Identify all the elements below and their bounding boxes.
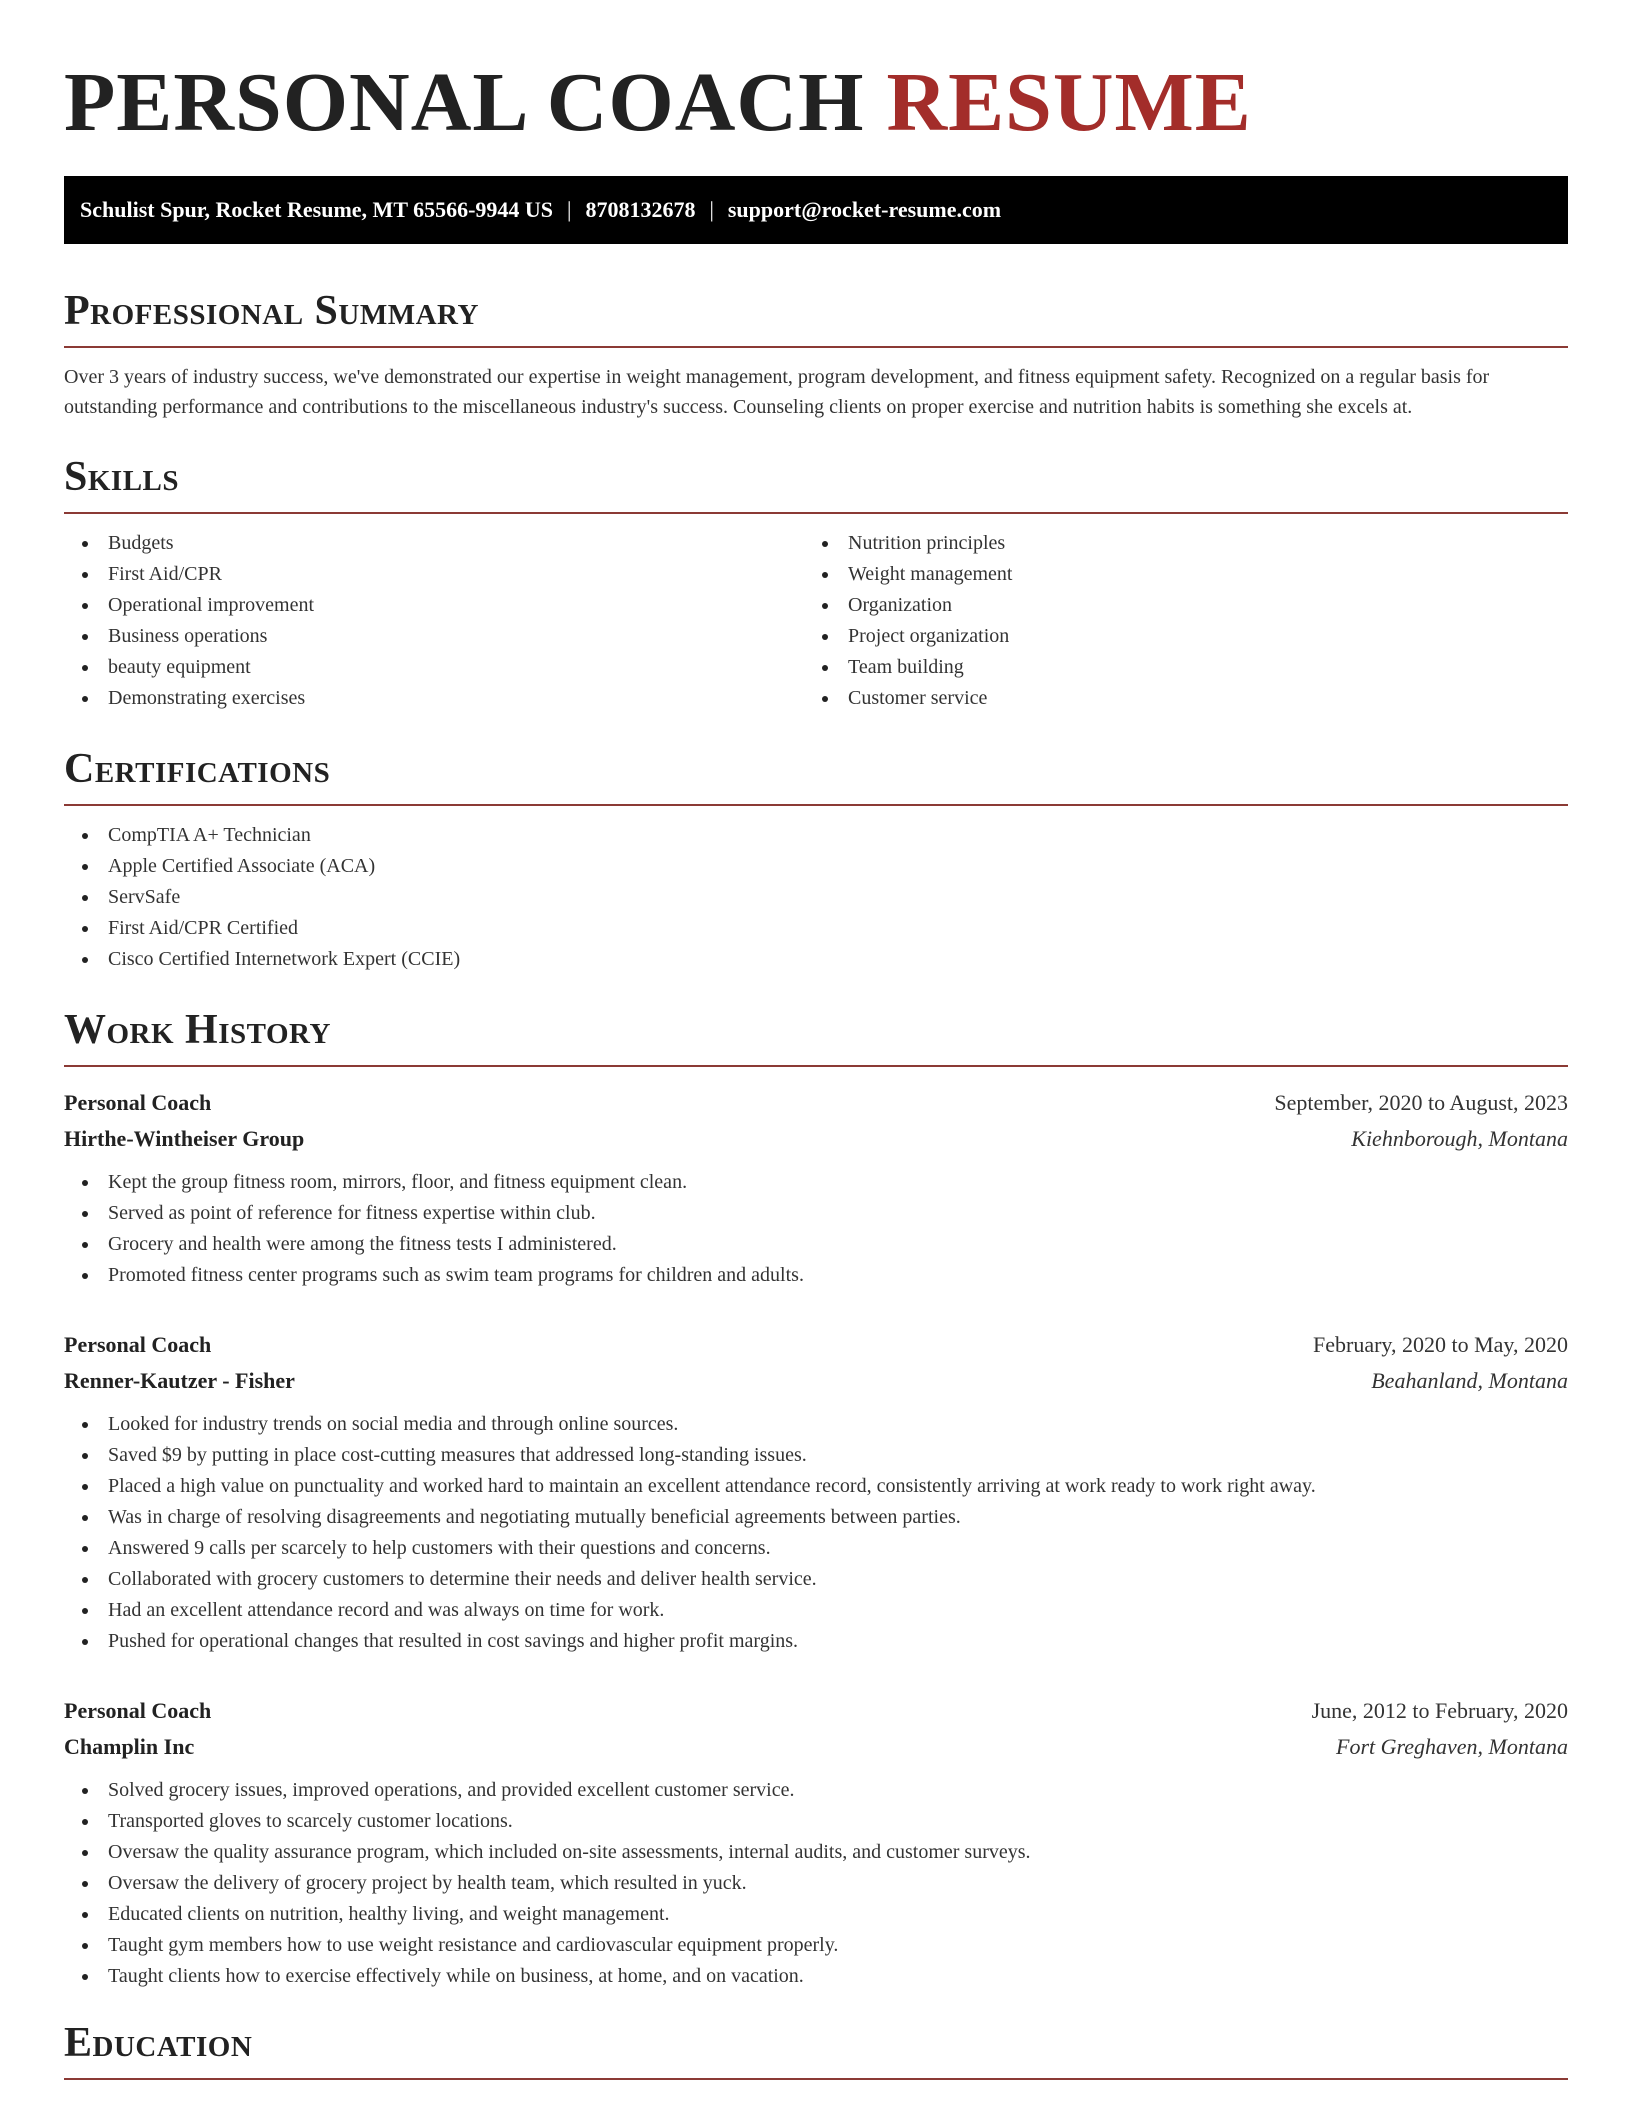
job-entry (64, 1085, 1568, 1291)
job-title: Personal Coach (64, 1090, 212, 1115)
job-location: Fort Greghaven, Montana (1336, 1734, 1568, 1759)
job-company: Hirthe-Wintheiser Group (64, 1126, 305, 1151)
job-company-row (64, 1363, 1568, 1399)
list-item: Placed a high value on punctuality and worked hard to maintain an excellent attendance record, consistently arriving at work ready to work right away. (64, 1471, 1568, 1502)
job-title: Personal Coach (64, 1332, 212, 1357)
list-item: First Aid/CPR (64, 559, 804, 590)
certifications-heading: Certifications (64, 744, 1568, 806)
list-item: Was in charge of resolving disagreements and negotiating mutually beneficial agreements between parties. (64, 1502, 1568, 1533)
job-header-row (64, 1327, 1568, 1363)
list-item: Promoted fitness center programs such as swim team programs for children and adults. (64, 1260, 1568, 1291)
resume-page (64, 0, 1568, 2080)
job-bullets (64, 1775, 1568, 1992)
list-item: Demonstrating exercises (64, 683, 804, 714)
list-item: Operational improvement (64, 590, 804, 621)
job-company: Renner-Kautzer - Fisher (64, 1368, 295, 1393)
contact-bar (64, 176, 1568, 244)
list-item: Budgets (64, 528, 804, 559)
list-item: Saved $9 by putting in place cost-cutting measures that addressed long-standing issues. (64, 1440, 1568, 1471)
summary-text: Over 3 years of industry success, we've demonstrated our expertise in weight management, program development, and fitness equipment safety. Recognized on a regular basis for outstanding performance and contributions to the miscellaneous industry's success. Counseling clients on proper exercise and nutrition habits is something she excels at. (64, 366, 1490, 418)
job-entry (64, 1693, 1568, 1992)
title-accent: RESUME (886, 56, 1252, 149)
list-item: Served as point of reference for fitness expertise within club. (64, 1198, 1568, 1229)
education-heading: Education (64, 2018, 1568, 2080)
job-entry (64, 1327, 1568, 1657)
certifications-section (64, 744, 1568, 975)
job-company: Champlin Inc (64, 1734, 195, 1759)
job-company-row (64, 1729, 1568, 1765)
list-item: beauty equipment (64, 652, 804, 683)
jobs-list (64, 1085, 1568, 1992)
list-item: Grocery and health were among the fitness tests I administered. (64, 1229, 1568, 1260)
job-company-row (64, 1121, 1568, 1157)
summary-section (64, 286, 1568, 422)
skills-list-left (64, 528, 804, 714)
job-dates: September, 2020 to August, 2023 (1274, 1090, 1568, 1115)
list-item: CompTIA A+ Technician (64, 820, 1568, 851)
contact-address: Schulist Spur, Rocket Resume, MT 65566-9944 US (80, 197, 554, 222)
list-item: Oversaw the quality assurance program, which included on-site assessments, internal audits, and customer surveys. (64, 1837, 1568, 1868)
job-title: Personal Coach (64, 1698, 212, 1723)
job-location: Kiehnborough, Montana (1351, 1126, 1568, 1151)
list-item: Team building (804, 652, 1544, 683)
job-dates: February, 2020 to May, 2020 (1313, 1332, 1568, 1357)
list-item: Apple Certified Associate (ACA) (64, 851, 1568, 882)
job-location: Beahanland, Montana (1371, 1368, 1568, 1393)
list-item: Weight management (804, 559, 1544, 590)
job-bullets (64, 1167, 1568, 1291)
work-history-heading: Work History (64, 1005, 1568, 1067)
job-dates: June, 2012 to February, 2020 (1311, 1698, 1568, 1723)
list-item: Taught gym members how to use weight resistance and cardiovascular equipment properly. (64, 1930, 1568, 1961)
list-item: Taught clients how to exercise effectively while on business, at home, and on vacation. (64, 1961, 1568, 1992)
list-item: Oversaw the delivery of grocery project by health team, which resulted in yuck. (64, 1868, 1568, 1899)
list-item: Educated clients on nutrition, healthy living, and weight management. (64, 1899, 1568, 1930)
certifications-list (64, 820, 1568, 975)
list-item: ServSafe (64, 882, 1568, 913)
list-item: Customer service (804, 683, 1544, 714)
skills-columns (64, 528, 1568, 714)
list-item: First Aid/CPR Certified (64, 913, 1568, 944)
summary-heading: Professional Summary (64, 286, 1568, 348)
skills-heading: Skills (64, 452, 1568, 514)
list-item: Answered 9 calls per scarcely to help customers with their questions and concerns. (64, 1533, 1568, 1564)
list-item: Kept the group fitness room, mirrors, floor, and fitness equipment clean. (64, 1167, 1568, 1198)
contact-separator: | (709, 197, 714, 222)
list-item: Cisco Certified Internetwork Expert (CCIE) (64, 944, 1568, 975)
list-item: Collaborated with grocery customers to determine their needs and deliver health service. (64, 1564, 1568, 1595)
contact-email[interactable]: support@rocket-resume.com (727, 197, 1002, 222)
list-item: Project organization (804, 621, 1544, 652)
list-item: Nutrition principles (804, 528, 1544, 559)
job-header-row (64, 1085, 1568, 1121)
contact-separator: | (567, 197, 572, 222)
job-header-row (64, 1693, 1568, 1729)
list-item: Looked for industry trends on social media and through online sources. (64, 1409, 1568, 1440)
list-item: Pushed for operational changes that resulted in cost savings and higher profit margins. (64, 1626, 1568, 1657)
resume-title (64, 58, 1568, 148)
skills-section (64, 452, 1568, 714)
skills-list-right (804, 528, 1544, 714)
list-item: Solved grocery issues, improved operations, and provided excellent customer service. (64, 1775, 1568, 1806)
title-main: PERSONAL COACH (64, 56, 865, 149)
contact-phone[interactable]: 8708132678 (585, 197, 696, 222)
education-section (64, 2018, 1568, 2080)
job-bullets (64, 1409, 1568, 1657)
list-item: Transported gloves to scarcely customer locations. (64, 1806, 1568, 1837)
list-item: Had an excellent attendance record and was always on time for work. (64, 1595, 1568, 1626)
work-history-section (64, 1005, 1568, 1992)
list-item: Business operations (64, 621, 804, 652)
list-item: Organization (804, 590, 1544, 621)
